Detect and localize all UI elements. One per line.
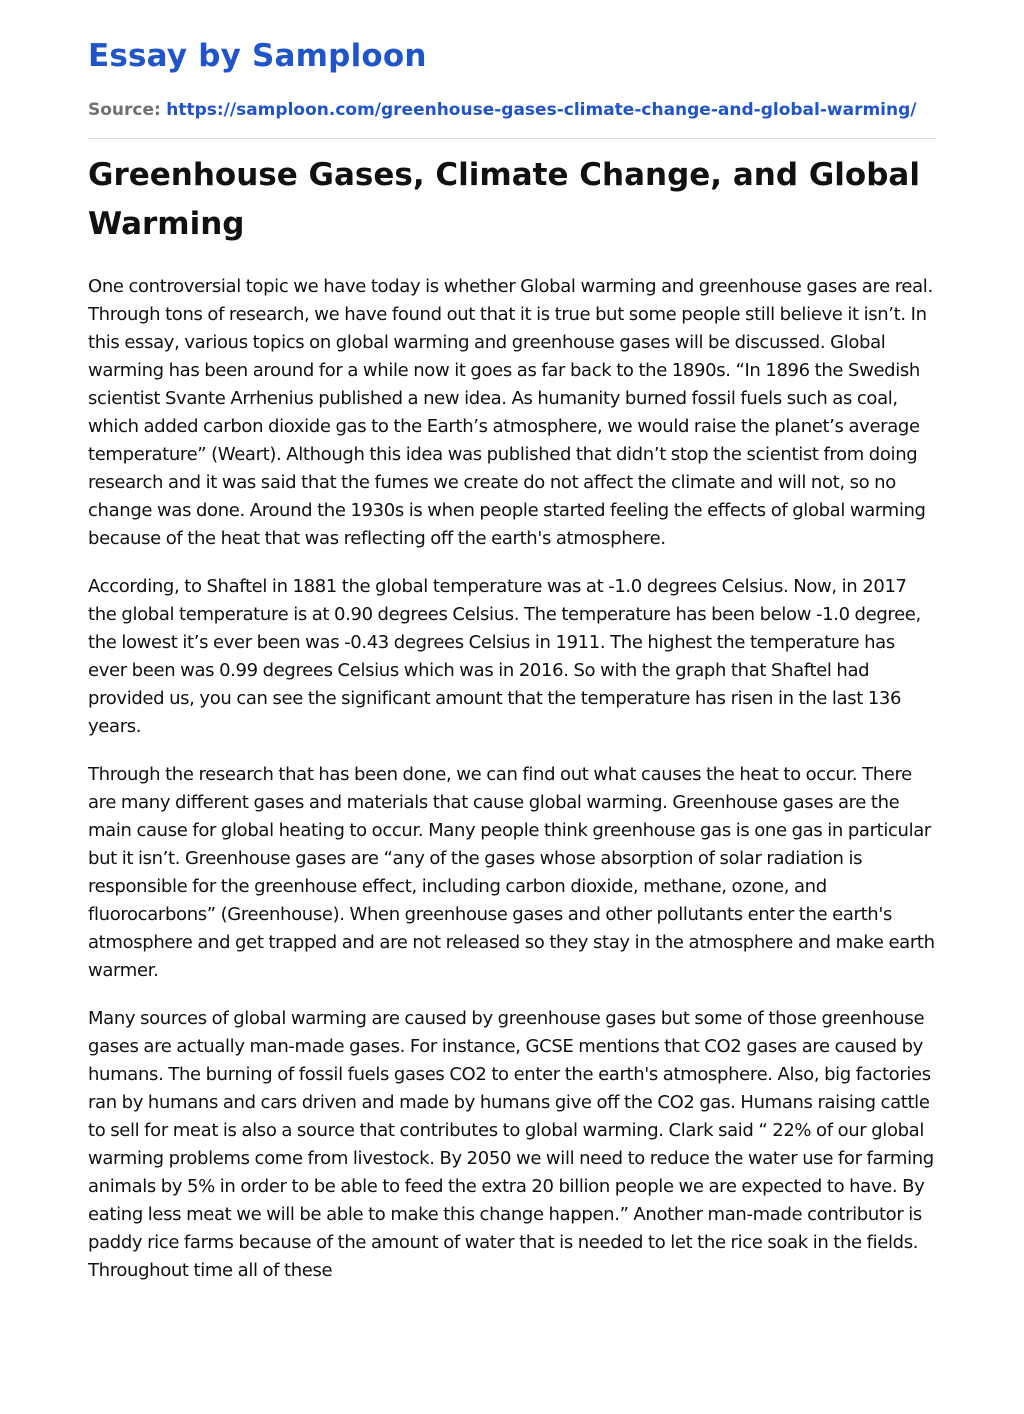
- essay-paragraph-2: According, to Shaftel in 1881 the global temperature was at -1.0 degrees Celsius. Now, in 2017 the global temperature is at 0.90 degrees Celsius. The temperature has been below -1.0 degree, the lowest it’s ever been was -0.43 degrees Celsius in 1911. The highest the temperature has ever been was 0.99 degrees Celsius which was in 2016. So with the graph that Shaftel had provided us, you can see the significant amount that the temperature has risen in the last 136 years.: [88, 576, 921, 737]
- site-title: Essay by Samploon: [88, 38, 427, 74]
- source-label: Source:: [88, 100, 161, 120]
- header-divider: [88, 138, 936, 139]
- essay-title: Greenhouse Gases, Climate Change, and Global Warming: [88, 157, 920, 242]
- source-line: [88, 98, 936, 122]
- source-link[interactable]: https://samploon.com/greenhouse-gases-climate-change-and-global-warming/: [166, 100, 917, 120]
- essay-paragraph-4: Many sources of global warming are caused by greenhouse gases but some of those greenhouse gases are actually man-made gases. For instance, GCSE mentions that CO2 gases are caused by humans. The burning of fossil fuels gases CO2 to enter the earth's atmosphere. Also, big factories ran by humans and cars driven and made by humans give off the CO2 gas. Humans raising cattle to sell for meat is also a source that contributes to global warming. Clark said “ 22% of our global warming problems come from livestock. By 2050 we will need to reduce the water use for farming animals by 5% in order to be able to feed the extra 20 billion people we are expected to have. By eating less meat we will be able to make this change happen.” Another man-made contributor is paddy rice farms because of the amount of water that is needed to let the rice soak in the fields. Throughout time all of these: [88, 1008, 934, 1281]
- essay-paragraph-1: One controversial topic we have today is whether Global warming and greenhouse gases are real. Through tons of research, we have found out that it is true but some people still believe it isn’t. In this essay, various topics on global warming and greenhouse gases will be discussed. Global warming has been around for a while now it goes as far back to the 1890s. “In 1896 the Swedish scientist Svante Arrhenius published a new idea. As humanity burned fossil fuels such as coal, which added carbon dioxide gas to the Earth’s atmosphere, we would raise the planet’s average temperature” (Weart). Although this idea was published that didn’t stop the scientist from doing research and it was said that the fumes we create do not affect the climate and will not, so no change was done. Around the 1930s is when people started feeling the effects of global warming because of the heat that was reflecting off the earth's atmosphere.: [88, 276, 933, 549]
- essay-paragraph-3: Through the research that has been done, we can find out what causes the heat to occur. There are many different gases and materials that cause global warming. Greenhouse gases are the main cause for global heating to occur. Many people think greenhouse gas is one gas in particular but it isn’t. Greenhouse gases are “any of the gases whose absorption of solar radiation is responsible for the greenhouse effect, including carbon dioxide, methane, ozone, and fluorocarbons” (Greenhouse). When greenhouse gases and other pollutants enter the earth's atmosphere and get trapped and are not released so they stay in the atmosphere and make earth warmer.: [88, 764, 935, 981]
- essay-body: [88, 273, 936, 1285]
